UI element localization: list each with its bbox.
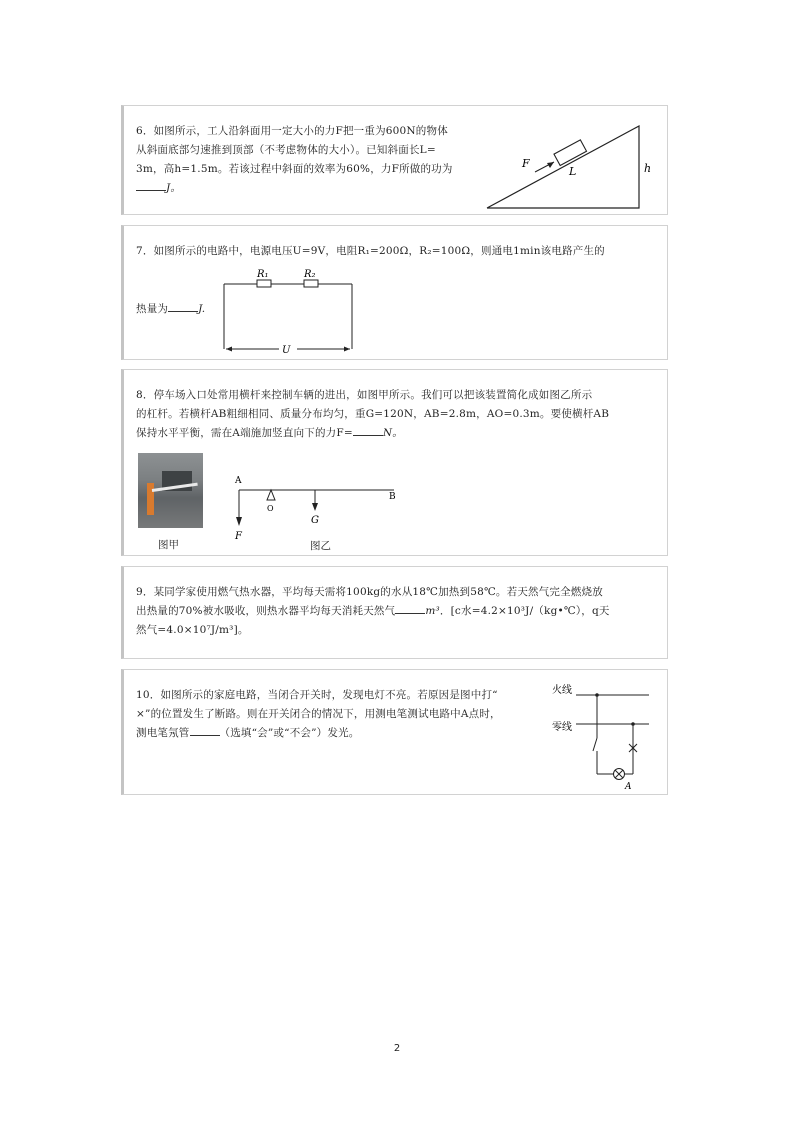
circuit-diagram bbox=[219, 266, 359, 356]
question-9-panel bbox=[121, 566, 668, 659]
question-8-text bbox=[136, 386, 661, 443]
caption-figure-a: 图甲 bbox=[158, 539, 179, 551]
incline-triangle bbox=[487, 126, 639, 208]
answer-blank bbox=[136, 180, 166, 191]
question-9-text bbox=[136, 583, 661, 640]
caption-figure-b: 图乙 bbox=[310, 540, 331, 552]
r2-label: R₂ bbox=[304, 269, 316, 280]
fulcrum-o-label: O bbox=[267, 504, 274, 513]
q9-line-2-prefix: 出热量的70%被水吸收，则热水器平均每天消耗天然气 bbox=[136, 605, 396, 617]
parking-gate-photo bbox=[138, 453, 203, 528]
point-b-label: B bbox=[389, 492, 396, 502]
switch bbox=[593, 738, 597, 751]
q10-line-1: 10．如图所示的家庭电路，当闭合开关时，发现电灯不亮。若原因是图中打“ bbox=[136, 689, 498, 701]
q8-line-3 bbox=[136, 424, 661, 443]
incline-diagram bbox=[484, 120, 664, 212]
length-label: L bbox=[569, 165, 577, 178]
q9-line-2 bbox=[136, 602, 661, 621]
force-label: F bbox=[522, 157, 530, 170]
q6-line-3: 3m，高h=1.5m。若该过程中斜面的效率为60%，力F所做的功为 bbox=[136, 163, 453, 175]
q7-line-2 bbox=[136, 300, 205, 319]
answer-blank bbox=[190, 725, 220, 736]
q9-unit: m³ bbox=[425, 605, 440, 617]
question-6-text bbox=[136, 122, 491, 198]
r1-label: R₁ bbox=[257, 269, 269, 280]
block-on-incline bbox=[554, 140, 587, 166]
lever-diagram bbox=[229, 470, 409, 542]
fulcrum bbox=[267, 490, 275, 500]
q6-line-4-suffix: J。 bbox=[166, 182, 182, 194]
q8-line-2: 的杠杆。若横杆AB粗细相同、质量分布均匀，重G=120N，AB=2.8m，AO=0.3m。要使横杆AB bbox=[136, 408, 610, 420]
q6-line-1: 6．如图所示，工人沿斜面用一定大小的力F把一重为600N的物体 bbox=[136, 125, 448, 137]
q9-line-1: 9．某同学家使用燃气热水器，平均每天需将100kg的水从18℃加热到58℃。若天然气完全燃烧放 bbox=[136, 586, 603, 598]
q6-line-4 bbox=[136, 179, 491, 198]
q10-line-2: ×”的位置发生了断路。则在开关闭合的情况下，用测电笔测试电路中A点时， bbox=[136, 708, 501, 720]
q10-line-3 bbox=[136, 724, 556, 743]
question-6-panel bbox=[121, 105, 668, 215]
q10-line-3-prefix: 测电笔氖管 bbox=[136, 727, 190, 739]
live-wire-label: 火线 bbox=[552, 685, 572, 696]
question-10-text bbox=[136, 686, 556, 743]
height-label: h bbox=[644, 162, 652, 175]
q8-line-3-prefix: 保持水平平衡，需在A端施加竖直向下的力F= bbox=[136, 427, 353, 439]
point-a-label: A bbox=[625, 782, 632, 792]
q7-line-2-suffix: J. bbox=[198, 303, 206, 315]
answer-blank bbox=[168, 301, 198, 312]
q7-line-2-prefix: 热量为 bbox=[136, 303, 169, 315]
resistor-r1 bbox=[257, 280, 271, 287]
resistor-r2 bbox=[304, 280, 318, 287]
q10-line-3-suffix: （选填“会”或“不会”）发光。 bbox=[219, 727, 360, 739]
q9-line-3: 然气=4.0×10⁷J/m³]。 bbox=[136, 624, 249, 636]
point-a-label: A bbox=[235, 476, 242, 486]
q9-line-2-suffix: ．[c水=4.2×10³J/（kg•℃），q天 bbox=[439, 605, 610, 617]
q8-line-3-suffix: N。 bbox=[382, 427, 403, 439]
answer-blank bbox=[353, 425, 383, 436]
household-circuit-diagram bbox=[552, 678, 664, 793]
gravity-g-label: G bbox=[311, 515, 319, 526]
question-7-panel bbox=[121, 225, 668, 360]
question-10-panel bbox=[121, 669, 668, 795]
neutral-wire-label: 零线 bbox=[552, 722, 572, 733]
q7-line-1: 7．如图所示的电路中，电源电压U=9V，电阻R₁=200Ω，R₂=100Ω，则通电1min该电路产生的 bbox=[136, 245, 605, 257]
voltage-label: U bbox=[282, 345, 291, 356]
page-number: 2 bbox=[393, 1043, 401, 1054]
force-f-label: F bbox=[235, 531, 242, 542]
answer-blank bbox=[395, 603, 425, 614]
q6-line-2: 从斜面底部匀速推到顶部（不考虑物体的大小）。已知斜面长L= bbox=[136, 144, 436, 156]
q8-line-1: 8．停车场入口处常用横杆来控制车辆的进出，如图甲所示。我们可以把该装置简化成如图乙所示 bbox=[136, 389, 593, 401]
question-8-panel bbox=[121, 369, 668, 556]
